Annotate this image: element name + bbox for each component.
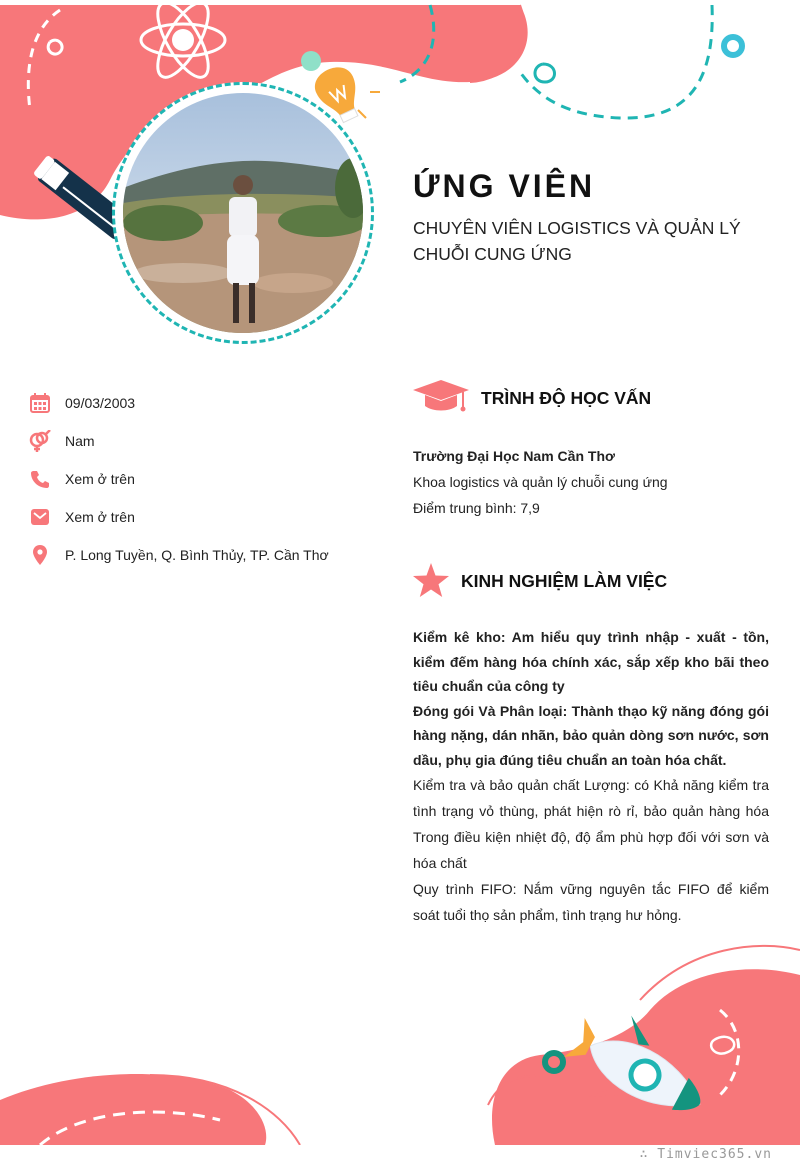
address-value: P. Long Tuyền, Q. Bình Thủy, TP. Cần Thơ bbox=[65, 547, 329, 563]
experience-title: KINH NGHIỆM LÀM VIỆC bbox=[461, 571, 668, 591]
personal-info bbox=[28, 384, 368, 574]
education-content bbox=[413, 443, 773, 521]
info-row-address bbox=[28, 536, 368, 574]
gpa: Điểm trung bình: 7,9 bbox=[413, 500, 540, 516]
avatar-frame bbox=[112, 82, 374, 344]
experience-item: Kiểm tra và bảo quản chất Lượng: có Khả năng kiểm tra tình trạng vỏ thùng, phát hiện rò rỉ, bảo quản hàng hóa Trong điều kiện nhiệt độ, độ ẩm phù hợp đối với sơn và hóa chất bbox=[413, 777, 769, 871]
teal-ring bbox=[724, 37, 742, 55]
experience-item: Đóng gói Và Phân loại: Thành thạo kỹ năng đóng gói hàng nặng, dán nhãn, bảo quản dòng sơn nước, sơn dầu, phụ gia đúng tiêu chuẩn an toàn hóa chất. bbox=[413, 702, 769, 768]
candidate-position: CHUYÊN VIÊN LOGISTICS VÀ QUẢN LÝ CHUỖI CUNG ỨNG bbox=[413, 218, 741, 264]
email-icon bbox=[28, 505, 52, 529]
experience-content bbox=[413, 625, 769, 928]
calendar-icon bbox=[28, 391, 52, 415]
gender-icon bbox=[28, 429, 52, 453]
info-row-email bbox=[28, 498, 368, 536]
graduation-cap-icon bbox=[413, 380, 469, 419]
experience-item: Kiểm kê kho: Am hiểu quy trình nhập - xuất - tồn, kiểm đếm hàng hóa chính xác, sắp xếp kho bãi theo tiêu chuẩn của công ty bbox=[413, 629, 769, 694]
bulb-dot bbox=[301, 51, 321, 71]
phone-icon bbox=[28, 467, 52, 491]
email-value: Xem ở trên bbox=[65, 509, 135, 525]
dashed-loop-right bbox=[535, 64, 555, 82]
birthday-value: 09/03/2003 bbox=[65, 395, 136, 411]
candidate-name: ỨNG VIÊN bbox=[413, 168, 596, 204]
star-icon bbox=[413, 563, 449, 602]
location-icon bbox=[28, 543, 52, 567]
avatar bbox=[123, 93, 363, 333]
avatar-photo bbox=[123, 93, 363, 333]
major: Khoa logistics và quản lý chuỗi cung ứng bbox=[413, 474, 668, 490]
dashed-curve-right bbox=[520, 5, 712, 118]
info-row-phone bbox=[28, 460, 368, 498]
bottom-left-blob bbox=[0, 1074, 266, 1145]
school-name: Trường Đại Học Nam Cần Thơ bbox=[413, 448, 615, 464]
education-title: TRÌNH ĐỘ HỌC VẤN bbox=[481, 388, 652, 408]
info-row-gender bbox=[28, 422, 368, 460]
watermark: ∴ Timviec365.vn bbox=[639, 1147, 772, 1162]
phone-value: Xem ở trên bbox=[65, 471, 135, 487]
experience-item: Quy trình FIFO: Nắm vững nguyên tắc FIFO để kiểm soát tuổi thọ sản phẩm, tình trạng hư hỏng. bbox=[413, 881, 769, 923]
info-row-birthday bbox=[28, 384, 368, 422]
gender-value: Nam bbox=[65, 433, 95, 449]
